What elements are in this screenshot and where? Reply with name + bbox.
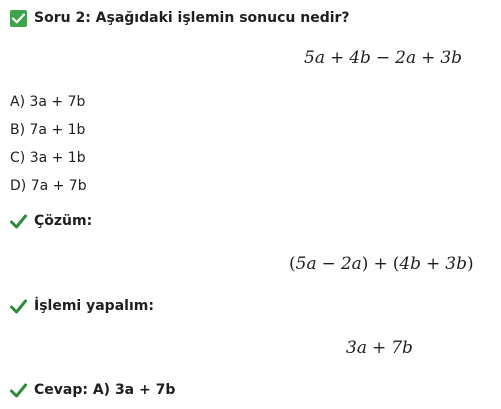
check-mark-icon <box>10 383 27 398</box>
check-mark-icon <box>10 299 27 314</box>
option-d: D) 7a + 7b <box>10 178 87 194</box>
solution-title: Çözüm: <box>34 213 93 229</box>
check-mark-icon <box>10 214 27 229</box>
answer-title: Cevap: A) 3a + 7b <box>34 382 176 398</box>
question-title: Soru 2: Aşağıdaki işlemin sonucu nedir? <box>34 10 350 26</box>
option-c: C) 3a + 1b <box>10 150 86 166</box>
steps-heading <box>10 296 154 316</box>
question-expression: 5a + 4b − 2a + 3b <box>304 48 463 68</box>
result-expression: 3a + 7b <box>346 338 413 358</box>
answer-heading <box>10 380 175 400</box>
option-b: B) 7a + 1b <box>10 122 86 138</box>
solution-heading <box>10 211 92 231</box>
check-box-icon <box>10 10 27 27</box>
option-a: A) 3a + 7b <box>10 94 86 110</box>
question-heading <box>10 8 350 28</box>
steps-title: İşlemi yapalım: <box>34 298 154 314</box>
grouped-expression: (5a − 2a) + (4b + 3b) <box>289 254 474 274</box>
